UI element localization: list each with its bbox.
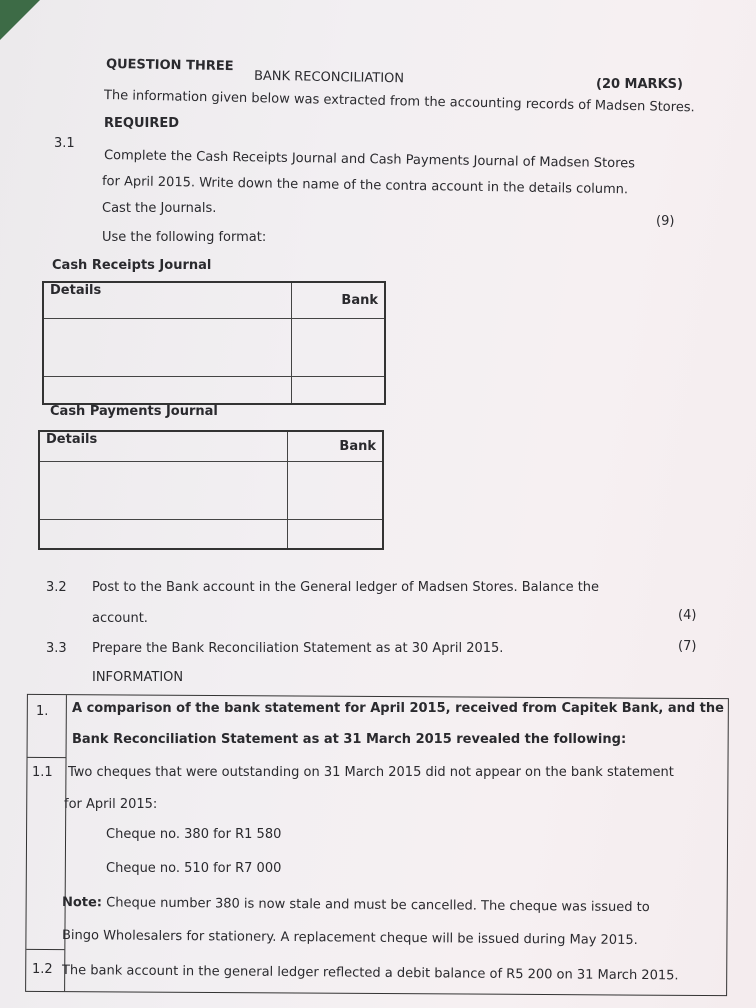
cheque-510: Cheque no. 510 for R7 000 <box>106 861 282 876</box>
question-title: QUESTION THREE <box>105 56 234 75</box>
note-line1-text: Cheque number 380 is now stale and must be cancelled. The cheque was issued to <box>101 895 650 916</box>
crj-bank-cell <box>291 318 385 376</box>
intro-text: The information given below was extracted from the accounting records of Madsen Stores. <box>103 88 695 116</box>
cpj-bank-cell <box>287 461 383 519</box>
cash-payments-journal-table <box>38 430 384 550</box>
info-item-1-number: 1. <box>36 704 49 719</box>
cash-receipts-journal-table <box>42 281 386 405</box>
crj-title: Cash Receipts Journal <box>52 258 212 273</box>
info-item-1-line2: Bank Reconciliation Statement as at 31 March 2015 revealed the following: <box>72 732 627 747</box>
info-row-divider-1 <box>28 757 66 758</box>
cpj-bank-header: Bank <box>287 431 383 461</box>
required-heading: REQUIRED <box>104 116 180 131</box>
info-item-1-1-line1: Two cheques that were outstanding on 31 March 2015 did not appear on the bank statement <box>68 765 674 780</box>
cpj-details-header: Details <box>39 431 287 461</box>
info-item-1-1-line2: for April 2015: <box>64 797 158 812</box>
format-instruction: Use the following format: <box>102 230 267 245</box>
info-column-divider <box>64 695 67 991</box>
information-heading: INFORMATION <box>92 670 184 685</box>
note-line2: Bingo Wholesalers for stationery. A replacement cheque will be issued during May 2015. <box>61 928 638 949</box>
cpj-total-details-cell <box>39 519 287 549</box>
info-item-1-1-number: 1.1 <box>32 765 53 780</box>
crj-bank-header: Bank <box>291 282 385 318</box>
crj-total-details-cell <box>43 376 291 404</box>
question-3-3-number: 3.3 <box>46 641 67 656</box>
crj-total-bank-cell <box>291 376 385 404</box>
question-3-2-line1: Post to the Bank account in the General ledger of Madsen Stores. Balance the <box>92 580 600 595</box>
info-item-1-line1: A comparison of the bank statement for April 2015, received from Capitek Bank, and the <box>72 701 724 716</box>
info-item-1-2-number: 1.2 <box>32 962 53 977</box>
cpj-title: Cash Payments Journal <box>50 404 218 419</box>
cheque-380: Cheque no. 380 for R1 580 <box>106 827 282 842</box>
question-3-3-marks: (7) <box>678 639 697 654</box>
info-row-divider-2 <box>26 949 64 950</box>
crj-details-header: Details <box>43 282 291 318</box>
cpj-total-bank-cell <box>287 519 383 549</box>
total-marks: (20 MARKS) <box>596 77 683 92</box>
question-3-1-line3: Cast the Journals. <box>102 201 217 216</box>
question-3-3-text: Prepare the Bank Reconciliation Statement as at 30 April 2015. <box>92 641 504 656</box>
question-3-1-number: 3.1 <box>54 136 75 151</box>
question-topic: BANK RECONCILIATION <box>253 68 405 87</box>
background-corner <box>0 0 40 40</box>
question-3-2-number: 3.2 <box>46 580 67 595</box>
cpj-details-cell <box>39 461 287 519</box>
question-3-1-marks: (9) <box>656 214 675 229</box>
question-3-2-line2: account. <box>92 611 148 626</box>
question-3-1-line2: for April 2015. Write down the name of the contra account in the details column. <box>101 174 629 198</box>
crj-details-cell <box>43 318 291 376</box>
question-3-2-marks: (4) <box>678 608 697 623</box>
info-item-1-2-text: The bank account in the general ledger reflected a debit balance of R5 200 on 31 March 2015. <box>61 963 679 984</box>
note-label: Note: <box>61 895 103 911</box>
question-3-1-line1: Complete the Cash Receipts Journal and Cash Payments Journal of Madsen Stores <box>103 148 636 172</box>
